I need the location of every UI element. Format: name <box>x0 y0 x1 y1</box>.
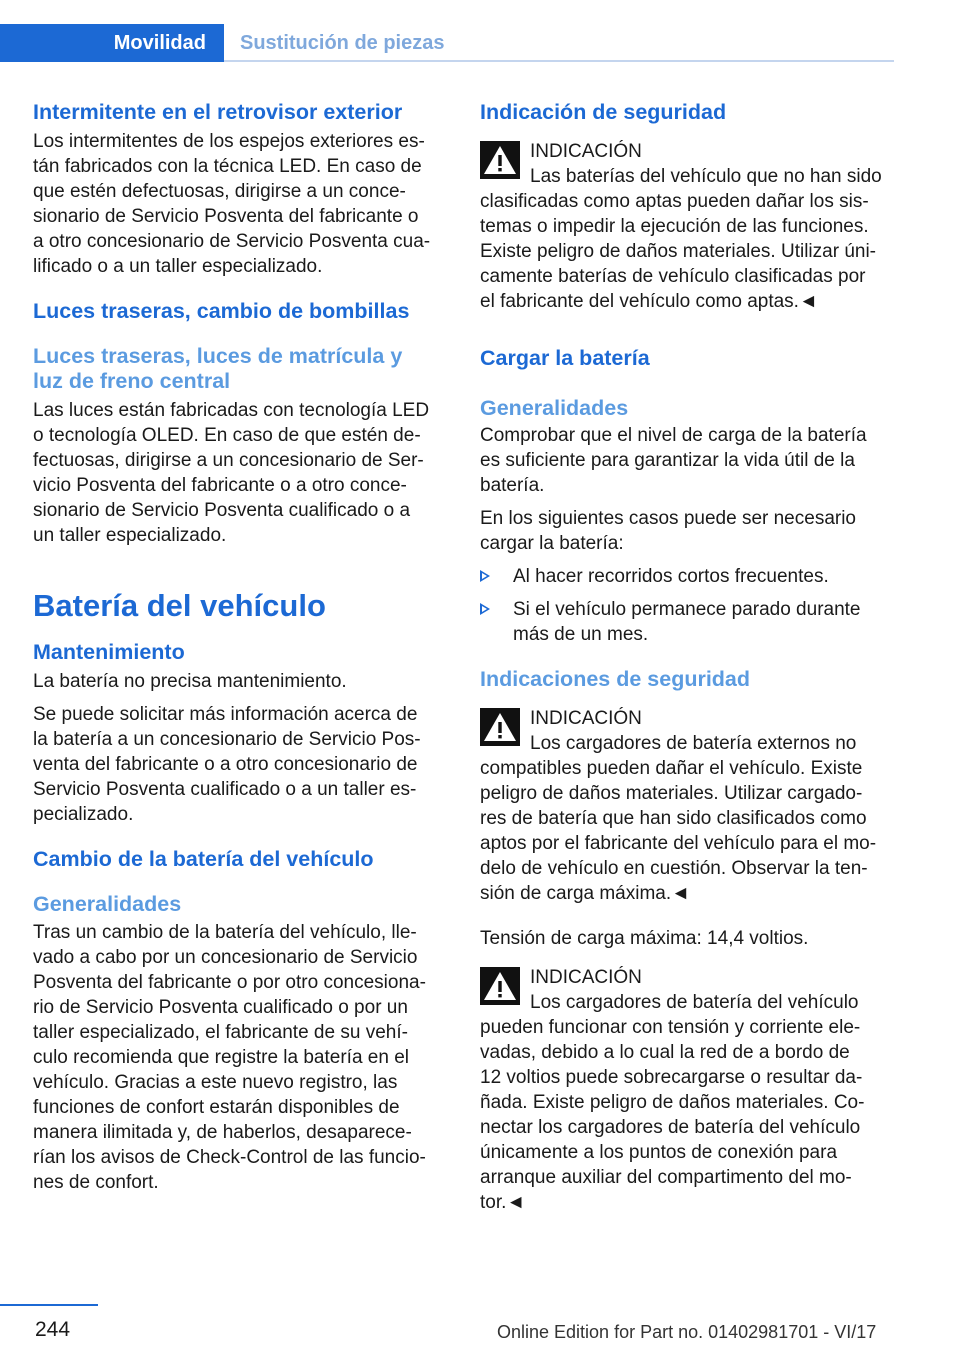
warning-text: clasificadas como aptas pueden dañar los sis‐ temas o impedir la ejecución de las funciones. Existe peligro de daños materiales. Utilizar úni‐ camente baterías de vehículo clasificadas por el fabricante del vehículo como aptas.◄ <box>480 191 877 312</box>
paragraph-cambio: Tras un cambio de la batería del vehículo, lle‐ vado a cabo por un concesionario de Servicio Posventa del fabricante o por otro concesiona‐ rio de Servicio Posventa cualificado o por un taller especializado, el fabricante de su vehí‐ culo recomienda que registre la batería en el vehículo. Gracias a este nuevo registro, las funciones de confort estarán disponibles de manera ilimitada y, de haberlos, desaparece‐ rían los avisos de Check-Control de las funcio‐ nes de confort. <box>33 922 426 1193</box>
warning-title: INDICACIÓN <box>530 967 642 988</box>
warning-text: pueden funcionar con tensión y corriente ele‐ vadas, debido a lo cual la red de a bordo de 12 voltios puede sobrecargarse o resultar da‐ ñada. Existe peligro de daños materiales. Co‐ nectar los cargadores de batería del vehículo únicamente a los puntos de conexión para arranque auxiliar del compartimento del mo‐ tor.◄ <box>480 1017 865 1213</box>
warning-triangle-icon <box>480 967 520 1005</box>
footer-divider <box>0 1304 98 1306</box>
heading-cargar-bateria: Cargar la batería <box>480 346 650 370</box>
paragraph-luces: Las luces están fabricadas con tecnología LED o tecnología OLED. En caso de que estén de‐ fectuosas, dirigirse a un concesionario de Ser‐ vicio Posventa del fabricante o a otro conce‐ sionario de Servicio Posventa cualificado o a un taller especializado. <box>33 400 430 546</box>
page-number: 244 <box>35 1318 71 1341</box>
tab-movilidad-label: Movilidad <box>113 31 206 54</box>
warning-text: compatibles pueden dañar el vehículo. Existe peligro de daños materiales. Utilizar cargado‐ res de batería que han sido clasificados como aptos por el fabricante del vehículo para el mo‐ delo de vehículo en cuestión. Observar la ten‐ sión de carga máxima.◄ <box>480 758 877 904</box>
footer-edition: Online Edition for Part no. 01402981701 - VI/17 <box>497 1322 877 1342</box>
heading-intermitente: Intermitente en el retrovisor exterior <box>33 100 403 124</box>
chapter-title: Batería del vehículo <box>33 588 326 623</box>
warning-block-1 <box>480 139 895 314</box>
heading-mantenimiento: Mantenimiento <box>33 640 185 664</box>
heading-cambio-bateria: Cambio de la batería del vehículo <box>33 847 374 871</box>
bullet-arrow-icon <box>480 603 490 615</box>
heading-luces-traseras: Luces traseras, cambio de bombillas <box>33 299 410 323</box>
warning-title: INDICACIÓN <box>530 141 642 162</box>
header-divider <box>224 60 894 62</box>
paragraph-mantenimiento-2: Se puede solicitar más información acerca de la batería a un concesionario de Servicio Pos‐ venta del fabricante o a otro concesionario de Servicio Posventa cualificado o a un taller es‐ pecializado. <box>33 704 421 825</box>
paragraph-intermitente: Los intermitentes de los espejos exteriores es‐ tán fabricados con la técnica LED. En caso de que estén defectuosas, dirigirse a un conce‐ sionario de Servicio Posventa del fabricante o a otro concesionario de Servicio Posventa cua‐ lificado o a un taller especializado. <box>33 131 431 277</box>
tab-sustitucion-de-piezas[interactable] <box>240 24 444 62</box>
warning-text-line: Los cargadores de batería del vehículo <box>530 992 859 1013</box>
warning-block-3 <box>480 965 895 1215</box>
right-column <box>480 100 895 1215</box>
bullet-arrow-icon <box>480 570 490 582</box>
heading-luces-matricula: Luces traseras, luces de matrícula y luz de freno central <box>33 344 403 393</box>
heading-indicaciones-seguridad: Indicaciones de seguridad <box>480 667 751 691</box>
warning-triangle-icon <box>480 708 520 746</box>
warning-block-2 <box>480 706 895 906</box>
paragraph-casos: En los siguientes casos puede ser necesario cargar la batería: <box>480 508 857 554</box>
heading-indicacion-seguridad: Indicación de seguridad <box>480 100 727 124</box>
list-item: Si el vehículo permanece parado durante más de un mes. <box>480 597 895 647</box>
heading-generalidades-left: Generalidades <box>33 892 182 916</box>
warning-text-line: Las baterías del vehículo que no han sido <box>530 166 882 187</box>
list-item: Al hacer recorridos cortos frecuentes. <box>480 564 895 589</box>
bullet-list <box>480 564 895 647</box>
warning-text-line: Los cargadores de batería externos no <box>530 733 857 754</box>
paragraph-comprobar: Comprobar que el nivel de carga de la batería es suficiente para garantizar la vida útil de la batería. <box>480 425 867 496</box>
left-column <box>33 100 448 1195</box>
paragraph-tension: Tensión de carga máxima: 14,4 voltios. <box>480 928 809 949</box>
tab-sustitucion-label: Sustitución de piezas <box>240 31 445 54</box>
warning-title: INDICACIÓN <box>530 708 642 729</box>
tab-movilidad[interactable] <box>0 24 224 62</box>
heading-generalidades-right: Generalidades <box>480 396 629 420</box>
paragraph-mantenimiento-1: La batería no precisa mantenimiento. <box>33 671 347 692</box>
warning-triangle-icon <box>480 141 520 179</box>
